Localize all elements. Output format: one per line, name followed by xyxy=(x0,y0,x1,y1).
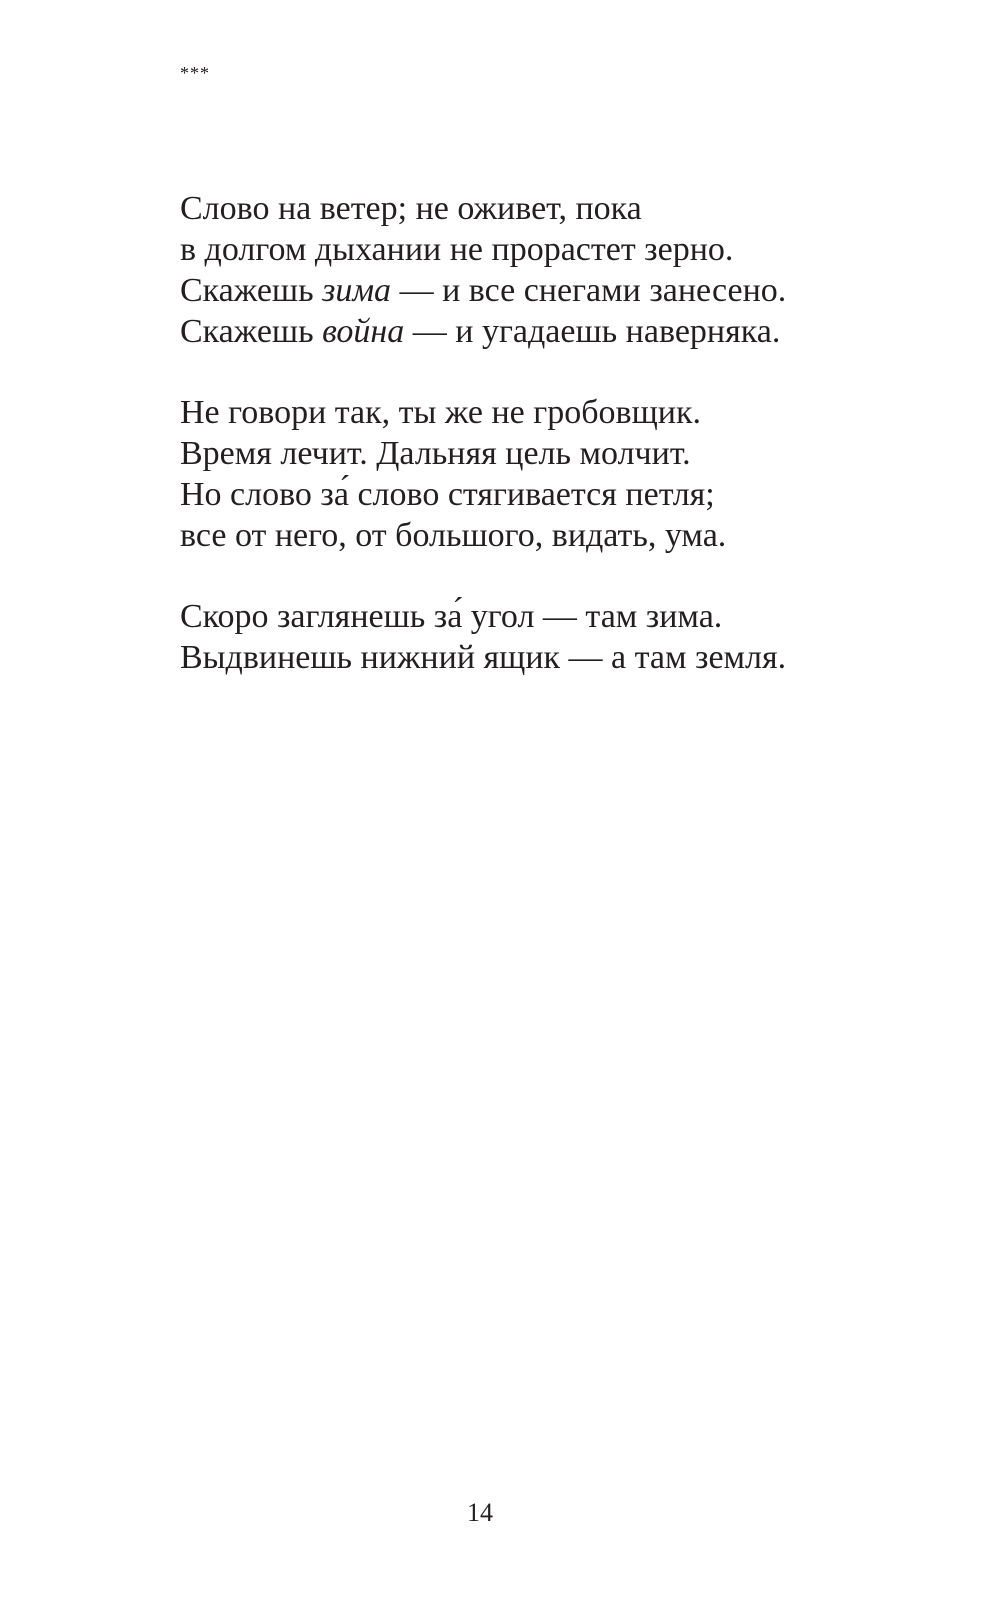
poem-line: Выдвинешь нижний ящик — а там земля. xyxy=(180,639,787,676)
poem-line: Не говори так, ты же не гробовщик. xyxy=(180,394,701,431)
poem-line: Но слово за́ слово стягивается петля; xyxy=(180,476,715,513)
line-text: — и все снегами занесено. xyxy=(391,272,787,309)
poem-line: Слово на ветер; не оживет, пока xyxy=(180,190,642,227)
poem xyxy=(180,188,940,718)
stanza-2 xyxy=(180,392,940,556)
asterism-heading: *** xyxy=(180,63,210,83)
italic-word: зима xyxy=(322,272,392,309)
line-text: Скажешь xyxy=(180,272,323,309)
stanza-3 xyxy=(180,596,940,678)
poem-line xyxy=(180,270,940,311)
stanza-1 xyxy=(180,188,940,352)
line-text: Скажешь xyxy=(180,313,323,350)
poem-line: Время лечит. Дальняя цель молчит. xyxy=(180,435,691,472)
poem-line: Скоро заглянешь за́ угол — там зима. xyxy=(180,598,723,635)
line-text: — и угадаешь наверняка. xyxy=(404,313,781,350)
poem-line: в долгом дыхании не прорастет зерно. xyxy=(180,231,734,268)
poem-line xyxy=(180,311,940,352)
page-number: 14 xyxy=(467,1498,493,1527)
poem-line: все от него, от большого, видать, ума. xyxy=(180,517,727,554)
italic-word: война xyxy=(322,313,405,350)
